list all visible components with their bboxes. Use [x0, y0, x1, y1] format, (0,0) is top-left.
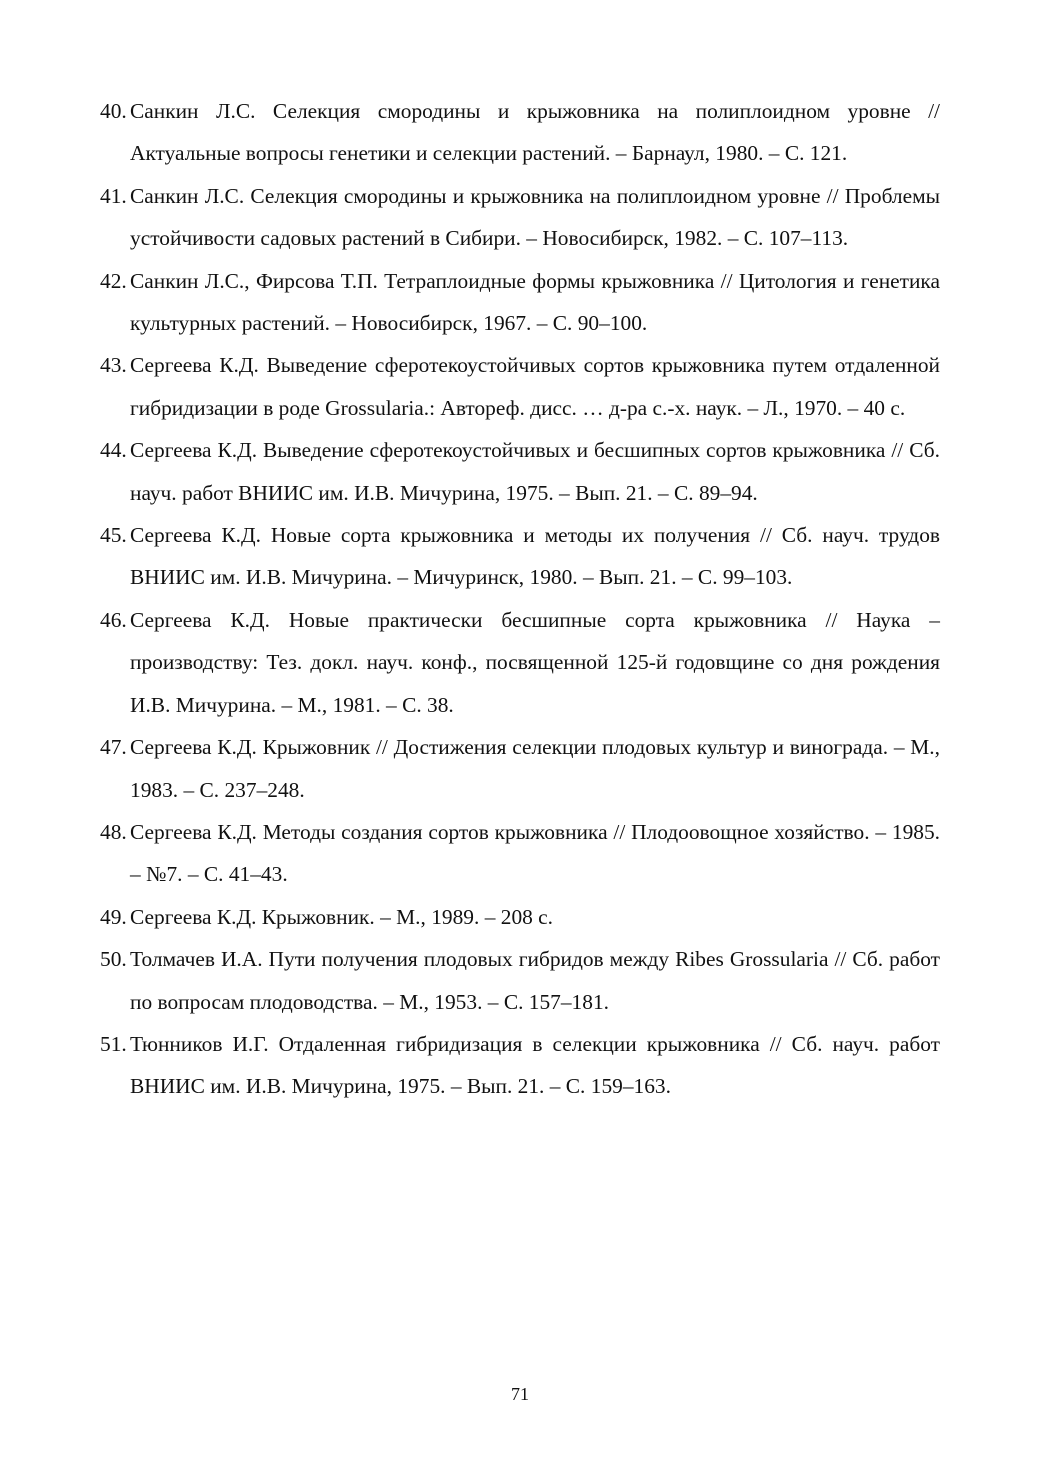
- reference-text: Сергеева К.Д. Новые сорта крыжовника и методы их получения // Сб. науч. трудов ВНИИС им. И.В. Мичурина. – Мичуринск, 1980. – Вып. 21. – С. 99–103.: [130, 523, 940, 590]
- reference-item: [102, 90, 940, 175]
- reference-text: Тюнников И.Г. Отдаленная гибридизация в селекции крыжовника // Сб. науч. работ ВНИИС им. И.В. Мичурина, 1975. – Вып. 21. – С. 159–163.: [130, 1031, 940, 1099]
- reference-number: 51.: [100, 1031, 127, 1056]
- reference-number: 44.: [100, 438, 127, 463]
- reference-number: 47.: [100, 735, 127, 760]
- reference-item: [102, 938, 940, 1023]
- reference-item: [102, 260, 940, 345]
- reference-number: 49.: [100, 904, 127, 929]
- reference-text: Толмачев И.А. Пути получения плодовых гибридов между Ribes Grossularia // Сб. работ по вопросам плодоводства. – М., 1953. – С. 157–181.: [130, 947, 940, 1014]
- reference-text: Сергеева К.Д. Выведение сферотекоустойчивых и бесшипных сортов крыжовника // Сб. науч. работ ВНИИС им. И.В. Мичурина, 1975. – Вып. 21. – С. 89–94.: [130, 438, 940, 505]
- reference-item: [102, 344, 940, 429]
- reference-number: 41.: [100, 183, 127, 208]
- reference-item: [102, 599, 940, 726]
- reference-list: [102, 90, 940, 1108]
- reference-item: [102, 811, 940, 896]
- reference-item: [102, 1023, 940, 1108]
- reference-number: 45.: [100, 523, 127, 548]
- reference-number: 43.: [100, 353, 127, 378]
- reference-text: Санкин Л.С. Селекция смородины и крыжовника на полиплоидном уровне // Актуальные вопросы генетики и селекции растений. – Барнаул, 1980. – С. 121.: [130, 99, 940, 166]
- reference-text: Санкин Л.С., Фирсова Т.П. Тетраплоидные формы крыжовника // Цитология и генетика культурных растений. – Новосибирск, 1967. – С. 90–100.: [130, 268, 940, 336]
- page-number: 71: [511, 1384, 529, 1404]
- reference-item: [102, 175, 940, 260]
- reference-text: Сергеева К.Д. Новые практически бесшипные сорта крыжовника // Наука – производству: Тез. докл. науч. конф., посвященной 125-й годовщине со дня рождения И.В. Мичурина. – М., 1981. – С. 38.: [130, 607, 940, 717]
- reference-number: 42.: [100, 268, 127, 293]
- reference-item: [102, 429, 940, 514]
- reference-text: Сергеева К.Д. Методы создания сортов крыжовника // Плодоовощное хозяйство. – 1985. – №7. – С. 41–43.: [130, 819, 940, 887]
- reference-text: Санкин Л.С. Селекция смородины и крыжовника на полиплоидном уровне // Проблемы устойчивости садовых растений в Сибири. – Новосибирск, 1982. – С. 107–113.: [130, 183, 940, 251]
- reference-item: [102, 896, 940, 938]
- reference-number: 46.: [100, 607, 127, 632]
- reference-number: 40.: [100, 99, 127, 123]
- reference-item: [102, 514, 940, 599]
- reference-item: [102, 726, 940, 811]
- reference-number: 50.: [100, 947, 127, 972]
- reference-number: 48.: [100, 819, 127, 844]
- reference-text: Сергеева К.Д. Выведение сферотекоустойчивых сортов крыжовника путем отдаленной гибридизации в роде Grossularia.: Автореф. дисс. … д-ра с.-х. наук. – Л., 1970. – 40 с.: [130, 353, 940, 420]
- reference-text: Сергеева К.Д. Крыжовник. – М., 1989. – 208 с.: [130, 904, 554, 929]
- reference-text: Сергеева К.Д. Крыжовник // Достижения селекции плодовых культур и винограда. – М., 1983. – С. 237–248.: [130, 735, 940, 802]
